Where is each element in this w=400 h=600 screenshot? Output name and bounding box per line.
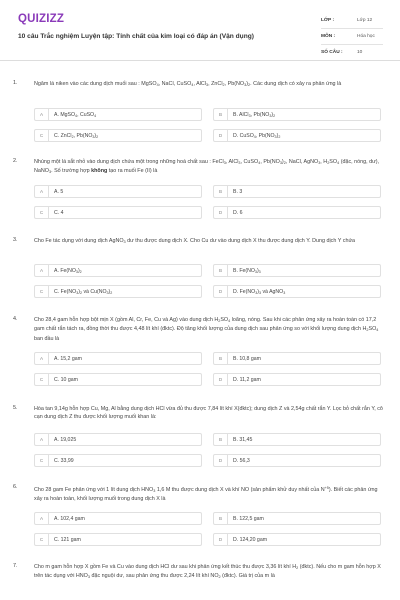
option-letter: C [35, 207, 49, 218]
question-number: 5. [13, 405, 18, 411]
option-c[interactable] [34, 285, 202, 298]
option-c[interactable] [34, 454, 202, 467]
option-text: D. CuSO$_4$, $Pb(NO_3)_2$ [233, 132, 281, 139]
option-a[interactable] [34, 352, 202, 365]
option-text: A. 102,4 gam [54, 515, 85, 522]
option-a[interactable] [34, 108, 202, 121]
question-text: Hòa tan 9,14g hỗn hợp Cu, Mg, Al bằng dung dịch HCl vừa đủ thu được 7,84 lít khí X(đktc); dung dịch Z và 2,54g chất rắn Y. Lọc bỏ chất rắn Y, cô cạn dung dịch Z thu được khối lượng muối khan là: [34, 406, 383, 421]
option-letter: D [214, 455, 228, 466]
option-d[interactable] [213, 129, 381, 142]
question-text: Cho 28 gam Fe phản ứng với 1 lít dung dịch $HNO_3$ 1,6 M thu được dung dịch X và khí NO (sản phẩm khử duy nhất của $N^{+5}$). Biết các phản ứng xảy ra hoàn toàn, khối lượng muối trong dung dịch X là [34, 486, 378, 503]
option-b[interactable] [213, 352, 381, 365]
option-b[interactable] [213, 264, 381, 277]
option-letter: B [214, 109, 228, 120]
option-text: B. 10,8 gam [233, 355, 261, 362]
option-text: B. 3 [233, 188, 243, 195]
option-text: C. ZnCl$_2$, $Pb(NO_3)_2$ [54, 132, 99, 139]
quiz-meta [321, 13, 383, 61]
option-c[interactable] [34, 373, 202, 386]
option-letter: C [35, 374, 49, 385]
option-text: B. 122,5 gam [233, 515, 264, 522]
option-letter: A [35, 109, 49, 120]
question-number: 1. [13, 80, 18, 86]
option-c[interactable] [34, 533, 202, 546]
option-text: C. 33,99 [54, 457, 74, 464]
option-letter: C [35, 130, 49, 141]
option-letter: C [35, 286, 49, 297]
option-a[interactable] [34, 264, 202, 277]
option-text: A. $Fe(NO_3)_2$ [54, 267, 82, 274]
question-number: 3. [13, 237, 18, 243]
option-letter: D [214, 207, 228, 218]
option-text: D. 124,20 gam [233, 536, 268, 543]
meta-label: LỚP : [321, 18, 335, 23]
option-letter: A [35, 434, 49, 445]
option-letter: D [214, 286, 228, 297]
option-d[interactable] [213, 285, 381, 298]
option-letter: A [35, 513, 49, 524]
quiz-title: 10 câu Trắc nghiệm Luyện tập: Tính chất của kim loại có đáp án (Vận dụng) [18, 33, 254, 40]
question-text: Nhúng một lá sắt nhỏ vào dung dịch chứa một trong những hoá chất sau : FeCl$_3$, AlCl$_3$, CuSO$_4$, $Pb(NO_3)_2$, NaCl, AgNO$_3$, $H_2SO_4$ (đặc, nóng, dư), NaNO$_3$. Số trường hợp không tạo ra muối Fe (II) là [34, 159, 380, 175]
meta-value: Lớp 12 [357, 18, 373, 23]
option-d[interactable] [213, 533, 381, 546]
question-text: Ngâm lá niken vào các dung dịch muối sau : MgSO$_4$, NaCl, CuSO$_4$, AlCl$_3$, ZnCl$_2$, $Pb(NO_3)_2$. Các dung dịch có xảy ra phản ứng là [34, 81, 342, 87]
option-text: D. 56,3 [233, 457, 250, 464]
option-text: B. 31,45 [233, 436, 253, 443]
option-d[interactable] [213, 373, 381, 386]
question-text: Cho Fe tác dụng với dung dịch AgNO$_3$ dư thu được dung dịch X. Cho Cu dư vào dung dịch X thu được dung dịch Y. Dung dịch Y chứa [34, 238, 356, 244]
question-number: 4. [13, 316, 18, 322]
option-c[interactable] [34, 206, 202, 219]
meta-value: 10 [357, 50, 363, 55]
option-text: A. 5 [54, 188, 64, 195]
option-letter: B [214, 186, 228, 197]
option-text: A. 19,025 [54, 436, 77, 443]
option-b[interactable] [213, 108, 381, 121]
option-text: D. $Fe(NO_3)_3$ và AgNO$_3$ [233, 288, 286, 295]
option-letter: B [214, 265, 228, 276]
question-number: 6. [13, 484, 18, 490]
meta-value: Hóa học [357, 34, 375, 39]
option-a[interactable] [34, 185, 202, 198]
option-letter: A [35, 186, 49, 197]
option-letter: B [214, 513, 228, 524]
quizizz-logo: QUIZIZZ [18, 13, 65, 25]
option-text: C. 121 gam [54, 536, 81, 543]
option-text: B. AlCl$_3$, $Pb(NO_3)_2$ [233, 111, 276, 118]
option-text: A. 15,2 gam [54, 355, 82, 362]
question-text: Cho 28,4 gam hỗn hợp bột mịn X (gồm Al, Cr, Fe, Cu và Ag) vào dung dịch $H_2SO_4$ loãng, nóng. Sau khi các phản ứng xảy ra hoàn toàn có 17,2 gam chất rắn tách ra, đồng thời thu được 4,48 lít khí (đktc). Độ tăng khối lượng của dung dịch sau phản ứng so với khối lượng dung dịch $H_2SO_4$ ban đầu là [34, 317, 379, 342]
meta-row-grade [321, 13, 383, 29]
question-text: Cho m gam hỗn hợp X gồm Fe và Cu vào dung dịch HCl dư sau khi phản ứng kết thúc thu được 3,36 lít khí $H_2$ (đktc). Nếu cho m gam hỗn hợp X trên tác dụng với $HNO_3$ đặc nguội dư, sau phản ứng thu được 2,24 lít khí $NO_2$ (đktc). Giá trị của m là [34, 564, 381, 580]
option-letter: A [35, 353, 49, 364]
meta-row-count [321, 45, 383, 61]
option-b[interactable] [213, 512, 381, 525]
header-divider [0, 60, 400, 61]
option-text: B. $Fe(NO_3)_3$ [233, 267, 261, 274]
option-c[interactable] [34, 129, 202, 142]
option-a[interactable] [34, 512, 202, 525]
option-d[interactable] [213, 454, 381, 467]
question-number: 7. [13, 563, 18, 569]
option-letter: C [35, 534, 49, 545]
option-b[interactable] [213, 433, 381, 446]
option-text: A. MgSO$_4$, CuSO$_4$ [54, 111, 97, 118]
option-text: D. 6 [233, 209, 243, 216]
option-a[interactable] [34, 433, 202, 446]
option-d[interactable] [213, 206, 381, 219]
question-number: 2. [13, 158, 18, 164]
meta-row-subject [321, 29, 383, 45]
option-letter: D [214, 374, 228, 385]
option-letter: B [214, 353, 228, 364]
option-letter: A [35, 265, 49, 276]
option-b[interactable] [213, 185, 381, 198]
option-text: D. 11,2 gam [233, 376, 261, 383]
option-letter: D [214, 534, 228, 545]
option-text: C. $Fe(NO_3)_2$ và $Cu(NO_3)_2$ [54, 288, 113, 295]
option-text: C. 4 [54, 209, 64, 216]
option-letter: C [35, 455, 49, 466]
meta-label: MÔN : [321, 34, 336, 39]
option-text: C. 10 gam [54, 376, 78, 383]
option-letter: D [214, 130, 228, 141]
meta-label: SỐ CÂU : [321, 50, 343, 55]
option-letter: B [214, 434, 228, 445]
